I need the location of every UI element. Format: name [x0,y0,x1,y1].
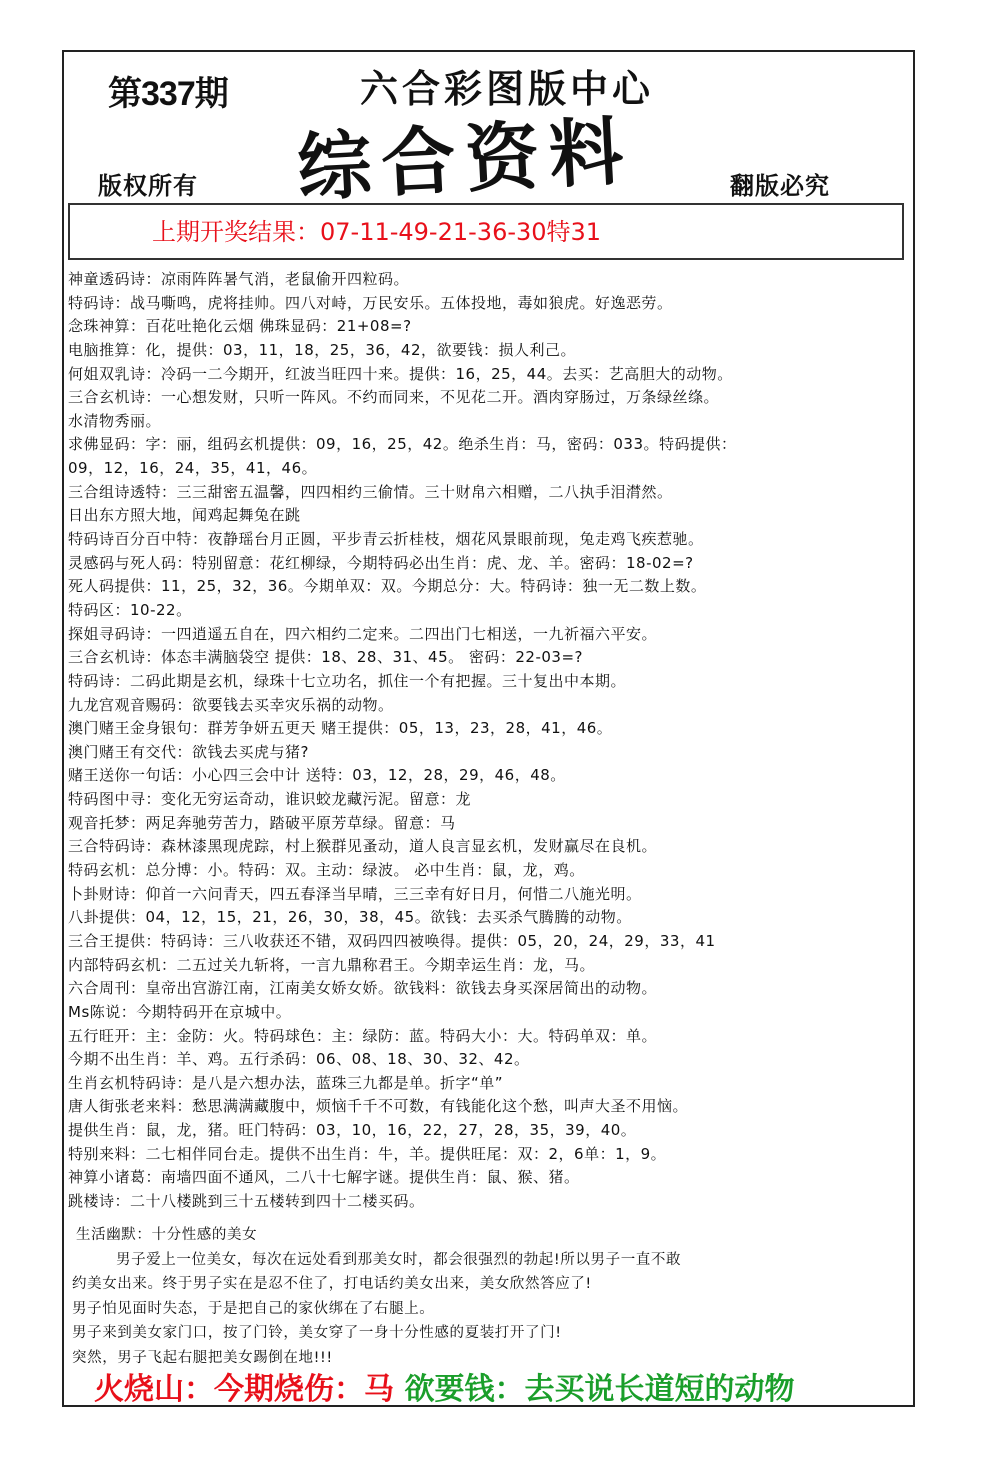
content-line: 特码诗：二码此期是玄机，绿珠十七立功名，抓住一个有把握。三十复出中本期。 [68,671,627,690]
content-line: 五行旺开：主：金防：火。特码球色：主：绿防：蓝。特码大小：大。特码单双：单。 [68,1026,658,1045]
content-line: 赌王送你一句话：小心四三会中计 送特：03，12，28，29，46，48。 [68,766,566,785]
content-line: 澳门赌王金身银句：群芳争妍五更天 赌王提供：05，13，23，28，41，46。 [68,719,613,738]
content-line: 三合玄机诗：一心想发财，只听一阵风。不约而同来，不见花二开。酒肉穿肠过，万条绿丝绦。 [68,388,720,407]
content-line: 求佛显码：字：丽，组码玄机提供：09，16，25，42。绝杀生肖：马，密码：033。特码提供： [68,435,737,454]
content-line: 卜卦财诗：仰首一六问青天，四五春泽当早晴，三三幸有好日月，何惜二八施光明。 [68,884,642,903]
content-line: 特码区：10-22。 [68,600,192,619]
footer-part-green: 欲要钱：去买说长道短的动物 [404,1372,795,1407]
content-line: 三合组诗透特：三三甜密五温馨，四四相约三偷情。三十财帛六相赠，二八执手泪潸然。 [68,482,673,501]
content-line: 神算小诸葛：南墙四面不通风，二八十七解字谜。提供生肖：鼠、猴、猪。 [68,1168,580,1187]
content-line: 生肖玄机特码诗：是八是六想办法，蓝珠三九都是单。折字“单” [68,1073,504,1092]
content-line: 跳楼诗：二十八楼跳到三十五楼转到四十二楼买码。 [68,1191,425,1210]
content-line: 提供生肖：鼠，龙，猪。旺门特码：03，10，16，22，27，28，35，39，40。 [68,1121,637,1140]
content-line: 念珠神算：百花吐艳化云烟 佛珠显码：21+08=? [68,317,412,336]
content-line: 三合王提供：特码诗：三八收获还不错，双码四四被唤得。提供：05，20，24，29，33，41 [68,931,716,950]
content-line: 今期不出生肖：羊、鸡。五行杀码：06、08、18、30、32、42。 [68,1050,530,1069]
footer-part-red: 火烧山：今期烧伤：马 [94,1372,394,1407]
last-result-text: 上期开奖结果：07-11-49-21-36-30特31 [152,218,602,246]
humor-line: 男子怕见面时失态，于是把自己的家伙绑在了右腿上。 [72,1300,435,1317]
content-line: 三合玄机诗：体态丰满脑袋空 提供：18、28、31、45。 密码：22-03=? [68,648,584,667]
humor-line: 约美女出来。终于男子实在是忍不住了，打电话约美女出来，美女欣然答应了! [72,1276,592,1292]
content-line: 澳门赌王有交代：欲钱去买虎与猪? [68,742,309,761]
content-line: 特码诗百分百中特：夜静瑶台月正圆，平步青云折桂枝，烟花风景眼前现，兔走鸡飞疾惹驰。 [68,530,704,549]
humor-line: 男子来到美女家门口，按了门铃，美女穿了一身十分性感的夏装打开了门! [72,1325,562,1341]
content-line: 神童透码诗：凉雨阵阵暑气消，老鼠偷开四粒码。 [68,270,410,288]
content-line: 电脑推算：化，提供：03，11，18，25，36，42，欲要钱：损人利己。 [68,340,577,359]
content-line: 灵感码与死人码：特别留意：花红柳绿，今期特码必出生肖：虎、龙、羊。密码：18-02=? [68,553,694,572]
content-line: 三合特码诗：森林漆黑现虎踪，村上猴群见蚤动，道人良言显玄机，发财赢尽在良机。 [68,837,658,856]
main-title: 综合资料 [295,108,636,213]
content-line: 日出东方照大地，闻鸡起舞兔在跳 [68,506,301,525]
center-title: 六合彩图版中心 [360,67,655,111]
content-line: 死人码提供：11，25，32，36。今期单双：双。今期总分：大。特码诗：独一无二数上数。 [68,577,707,596]
content-line: 六合周刊：皇帝出宫游江南，江南美女娇女娇。欲钱料：欲钱去身买深居简出的动物。 [68,979,658,998]
content-line: 观音托梦：两足奔驰劳苦力，踏破平原芳草绿。留意：马 [68,813,456,832]
content-line: 探姐寻码诗：一四逍遥五自在，四六相约二定来。二四出门七相送，一九祈福六平安。 [68,624,658,643]
humor-line: 突然，男子飞起右腿把美女踢倒在地!!! [72,1349,333,1366]
content-line: Ms陈说：今期特码开在京城中。 [68,1002,292,1021]
humor-title: 生活幽默：十分性感的美女 [76,1227,258,1243]
footer-banner [94,1364,794,1408]
content-line: 内部特码玄机：二五过关九斩将，一言九鼎称君王。今期幸运生肖：龙，马。 [68,955,596,974]
issue-number: 第337期 [108,75,228,113]
copyright-notice: 版权所有 [98,172,198,200]
content-line: 何姐双乳诗：冷码一二今期开，红波当旺四十来。提供：16，25，44。去买：艺高胆大的动物。 [68,364,733,383]
humor-line: 男子爱上一位美女，每次在远处看到那美女时，都会很强烈的勃起!所以男子一直不敢 [116,1251,682,1268]
anti-piracy-notice: 翻版必究 [730,172,830,200]
content-lines [68,268,908,1214]
content-line: 唐人街张老来料：愁思满满藏腹中，烦恼千千不可数，有钱能化这个愁，叫声大圣不用恼。 [68,1097,689,1116]
content-line: 特码图中寻：变化无穷运奇动，谁识蛟龙藏污泥。留意：龙 [68,790,472,809]
content-line: 八卦提供：04，12，15，21，26，30，38，45。欲钱：去买杀气腾腾的动物。 [68,908,632,927]
content-line: 九龙宫观音赐码：欲要钱去买幸灾乐祸的动物。 [68,695,394,714]
content-line: 特码诗：战马嘶鸣，虎将挂帅。四八对峙，万民安乐。五体投地，毒如狼虎。好逸恶劳。 [68,293,673,312]
humor-section [72,1223,892,1370]
content-line: 09，12，16，24，35，41，46。 [68,459,318,478]
content-line: 特别来料：二七相伴同台走。提供不出生肖：牛，羊。提供旺尾：双：2，6单：1，9。 [68,1144,667,1163]
content-line: 水清物秀丽。 [68,411,162,430]
content-line: 特码玄机：总分博：小。特码：双。主动：绿波。 必中生肖：鼠，龙，鸡。 [68,861,585,880]
